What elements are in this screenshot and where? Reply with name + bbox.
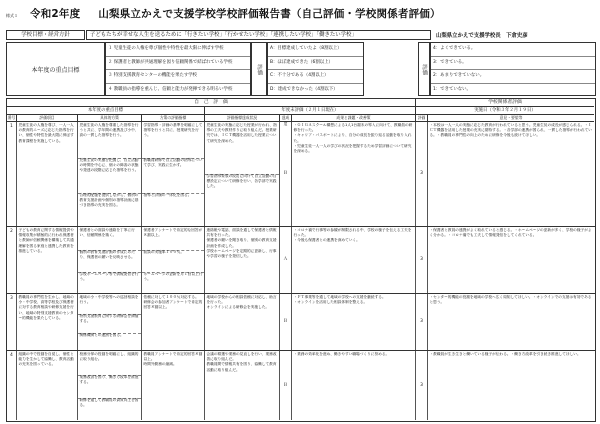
indicator-text: 時間外勤務の縮減。: [143, 362, 177, 367]
status-text: オンラインによる研修会を実施した。: [206, 305, 270, 310]
row-grade: Ａ: [280, 227, 292, 293]
row-review: [292, 294, 416, 350]
self-eval-header: 自 己 評 価: [7, 99, 416, 107]
row-status: [205, 227, 280, 293]
title-main: 山梨県立かえで支援学校学校評価報告書（自己評価・学校関係者評価）: [98, 8, 441, 20]
row-status: [205, 294, 280, 350]
measure-text: 業務改善を図り、働き方改革を推進する。: [78, 374, 141, 399]
committee-label: 評価: [418, 42, 430, 96]
col-grade: 達成度: [280, 115, 292, 122]
row-measures: [78, 351, 142, 420]
row-grade: Ｂ: [280, 351, 292, 420]
row-opinion: ・本校は一人一人の実態に応じた教育が行われていると思う。児童生徒の成長が感じられる。・ＩＣＴ機器を活用した授業の充実に期待する。・各学部の連携が図られ、一貫した指導が行われている。・教職員の専門性の向上のために研修を今後も続けてほしい。: [429, 123, 592, 138]
status-text: 学校ホームページを定期的に更新し、行事や学習の様子を発信した。: [206, 248, 277, 259]
indicator-text: 保護者アンケートで肯定的な回答が８割以上。: [142, 227, 204, 251]
goal-label: 学校目標・経営方針: [6, 30, 85, 40]
row-number: 1: [7, 122, 17, 226]
scale-item: 1：できていない。: [433, 86, 471, 92]
status-text: 児童生徒の実態に応じた授業が行われ、指導の工夫や教材作りに取り組んだ。授業研究では、ＩＣＴ機器を活用した授業について研究を深めた。: [205, 122, 279, 175]
review-text: ・ＧＩＧＡスクール構想による1人1台端末の導入に向けて、教職員の研修を行った。: [293, 123, 413, 133]
scale-item: D：達成できなかった（4割以下）: [270, 86, 338, 92]
indicator-text: ホームページの更新を月１回以上行う。: [143, 272, 203, 282]
review-text: ・キャリア・パスポートにより、自分の成長を振り返る活動を取り入れた。: [293, 133, 412, 143]
achievement-label: 評価: [251, 42, 267, 96]
col-rating: 評価: [416, 115, 428, 122]
row-opinion: ・センター的機能の役割を地域の学校へ広く周知してほしい。・オンラインでの支援は有効であると思う。: [429, 295, 592, 305]
title-year: 令和2年度: [30, 8, 81, 20]
review-text: ・ＰＴ事業等を通して地域の学校への支援を継続する。: [293, 295, 386, 299]
focus-item: ４ 教職員の指導を重んじ、信頼と能力が発揮できる明るい学校: [108, 86, 233, 92]
table-row: [7, 227, 595, 294]
page-ref: 様式１: [6, 13, 18, 18]
measure-text: 研修を通して教職員の資質向上を図る。: [79, 398, 139, 408]
review-text: ・コロナ禍で行事等の参観が制限される中、学校の様子を伝える工夫を行った。: [293, 228, 412, 238]
row-rating: 3: [416, 227, 428, 293]
school-principal: 山梨県立かえで支援学校長 下倉史彦: [436, 33, 528, 39]
row-number: 4: [7, 351, 17, 420]
row-rating: 3: [416, 294, 428, 350]
measure-text: 校務分掌の役割を明確にし、組織的に取り組む。: [78, 351, 141, 376]
indicator-text: 学習指導・評価の基準を明確にして指導を行うと共に、授業研究を行う。: [142, 122, 204, 159]
row-review: [292, 227, 416, 293]
row-measures: [78, 227, 142, 293]
scale-item: 2：あまりできていない。: [431, 70, 595, 84]
row-item: 教職員の専門性を生かし、地域の小・中学校、高等学校及び保護者に対する教育相談や研修支援を行い、地域の特別支援教育のセンター的機能を果たしている。: [17, 294, 78, 350]
indicator-text: 教職員研修で自立活動の指導について学び、実践に生かす。: [142, 157, 204, 194]
focus-item: ２ 保護者と教師が共通理解を図り信頼関係で結ばれている学校: [106, 57, 250, 71]
row-opinion: ・保護者と教員の連携がよく取れていると感じる。・ホームページの更新が多く、学校の様子がよく分かる。・コロナ禍でも工夫して情報発信をしてくれている。: [429, 228, 592, 238]
table-row: [7, 294, 595, 351]
row-measures: [78, 294, 142, 350]
row-status: [205, 351, 280, 420]
indicator-text: 依頼に対して１００％対応する。: [143, 295, 199, 299]
col-number: 番号: [7, 115, 16, 120]
row-indicators: [142, 227, 205, 293]
measure-text: 保護者との面談や連絡を丁寧に行い、信頼関係を築く。: [78, 227, 141, 251]
scale-item: 4：よくできている。: [431, 43, 595, 57]
col-opinion: 意見・要望等: [428, 115, 594, 122]
report-sheet: [6, 4, 594, 420]
scale-item: B：ほぼ達成できた（6割以上）: [268, 57, 363, 71]
review-text: ・今後も保護者との連携を深めていく。: [293, 238, 360, 243]
indicator-text: 指導と評価の一体化を図る。: [143, 193, 192, 197]
scale-item: 3：できている。: [431, 57, 595, 71]
status-text: 会議の精選や業務の見直しを行い、業務改善に取り組んだ。: [206, 352, 277, 362]
row-number: 2: [7, 227, 17, 293]
table-row: [7, 122, 595, 227]
goal-text: 子どもたちが幸せな人生を送るために「行きたい学校」「行かせたい学校」「連携したい学校」「働きたい学校」: [86, 30, 431, 40]
status-text: 地域の学校からの相談依頼に対応し、助言を行った。: [206, 295, 277, 305]
achievement-scale: [267, 42, 364, 96]
status-text: 学習指導要領の改訂に向けて自立活動の目標設定について研修を行い、各学部で実践した。: [206, 174, 277, 189]
row-item: 児童生徒の人権を尊び、一人一人の教育的ニーズに応じた指導を行い、個性や特性を最大限に伸ばす教育課程を実施している。: [17, 122, 78, 226]
row-opinion: ・教職員が生き生きと働いている様子が伝わる。・働き方改革を引き続き推進してほしい。: [429, 352, 581, 356]
row-indicators: [142, 122, 205, 226]
row-grade: Ｂ: [280, 122, 292, 226]
measure-text: 学校ホームページ等で情報発信を行う。: [79, 272, 139, 282]
evaluation-table: [6, 98, 596, 422]
indicator-text: 研修会の参加者アンケートで肯定的回答８割以上。: [143, 300, 203, 310]
col-status: 評価指標達成状況: [205, 115, 280, 122]
committee-scale: [430, 42, 596, 96]
measure-text: 特別支援教育に関する研修会を開催する。: [78, 313, 141, 334]
focus-item: ３ 特別支援教育センターの機能を果たす学校: [106, 70, 250, 84]
focus-item: １ 児童生徒の人権を尊び個性や特性を最大限に伸ばす学校: [106, 43, 250, 57]
measure-text: 地域の小・中学校等への巡回相談を行う。: [78, 294, 141, 315]
row-rating: 3: [416, 351, 428, 420]
measure-text: 合理的配慮を提供しながら、個別の教育支援計画や個別の指導計画に基づき指導の充実を図る。: [79, 193, 139, 208]
measure-text: 関係機関との連携を図る。: [79, 333, 124, 337]
page-title: [30, 6, 441, 21]
review-text: ・業務の効率化を進め、働きやすい職場づくりに努める。: [293, 352, 390, 356]
review-text: ・児童生徒一人一人の学びの状況を把握するため学習評価について研究を深める。: [293, 143, 412, 154]
row-indicators: [142, 294, 205, 350]
review-text: ・オンラインを活用した相談体制を整える。: [293, 300, 368, 305]
status-text: 教職員間で情報共有を図り、協働して教育活動に取り組んだ。: [206, 362, 277, 372]
measure-text: 児童生徒の実態を把握し、自立活動の時間を中心に、個々の障害の状態や発達の段階に応じた指導を行う。: [78, 157, 141, 194]
row-indicators: [142, 351, 205, 420]
scale-item: A：目標達成していたよ（8割以上）: [268, 43, 363, 57]
row-review: [292, 351, 416, 420]
row-item: 子どもの教育に関する情報提供や情報収集が積極的に行われ保護者と教師が信頼関係を構築して共通理解を図る家庭と連携した教育を推進している。: [17, 227, 78, 293]
row-number: 3: [7, 294, 17, 350]
table-row: [7, 351, 595, 420]
focus-label: 本年度の重点目標: [6, 42, 105, 96]
status-text: 保護者の願いを聞き取り、個別の教育支援計画を作成した。: [206, 238, 277, 248]
row-measures: [78, 122, 142, 226]
col-review: 成果と課題・改善策: [292, 115, 416, 122]
row-review: [292, 122, 416, 226]
indicator-text: 面談の実施率１００％。: [142, 249, 204, 273]
date-subheader: 実施日（令和３年２月１９日）: [416, 107, 594, 115]
col-item: 評価項目: [17, 115, 78, 122]
status-text: 連絡帳や電話、面談を通して保護者と情報共有を行った。: [206, 228, 277, 238]
row-status: [205, 122, 280, 226]
indicator-text: 教職員アンケートで肯定的回答８割以上。: [143, 352, 203, 362]
focus-subheader: 本年度の重点目標: [7, 107, 205, 115]
measure-text: 個別の教育支援計画の作成にあたり、保護者の願いを反映させる。: [78, 249, 141, 273]
related-eval-header: 学校関係者評価: [416, 99, 594, 107]
row-rating: 3: [416, 122, 428, 226]
row-grade: Ｂ: [280, 294, 292, 350]
col-indicators: 方策の評価指標: [142, 115, 205, 122]
row-item: 組織の中で役割を自覚し、個性と能力を生かして協働し、教育活動の充実を図っている。: [17, 351, 78, 420]
measure-text: 児童生徒の人権を尊重した指導を行うと共に、学年間の連携及び小中、高の一貫した指導を行う。: [78, 122, 141, 159]
focus-list: [105, 42, 251, 96]
scale-item: C：不十分である（4割以上）: [268, 70, 363, 84]
col-measures: 具体的方策: [78, 115, 142, 122]
year-end-subheader: 年度末評価（２月１日現在）: [205, 107, 416, 115]
